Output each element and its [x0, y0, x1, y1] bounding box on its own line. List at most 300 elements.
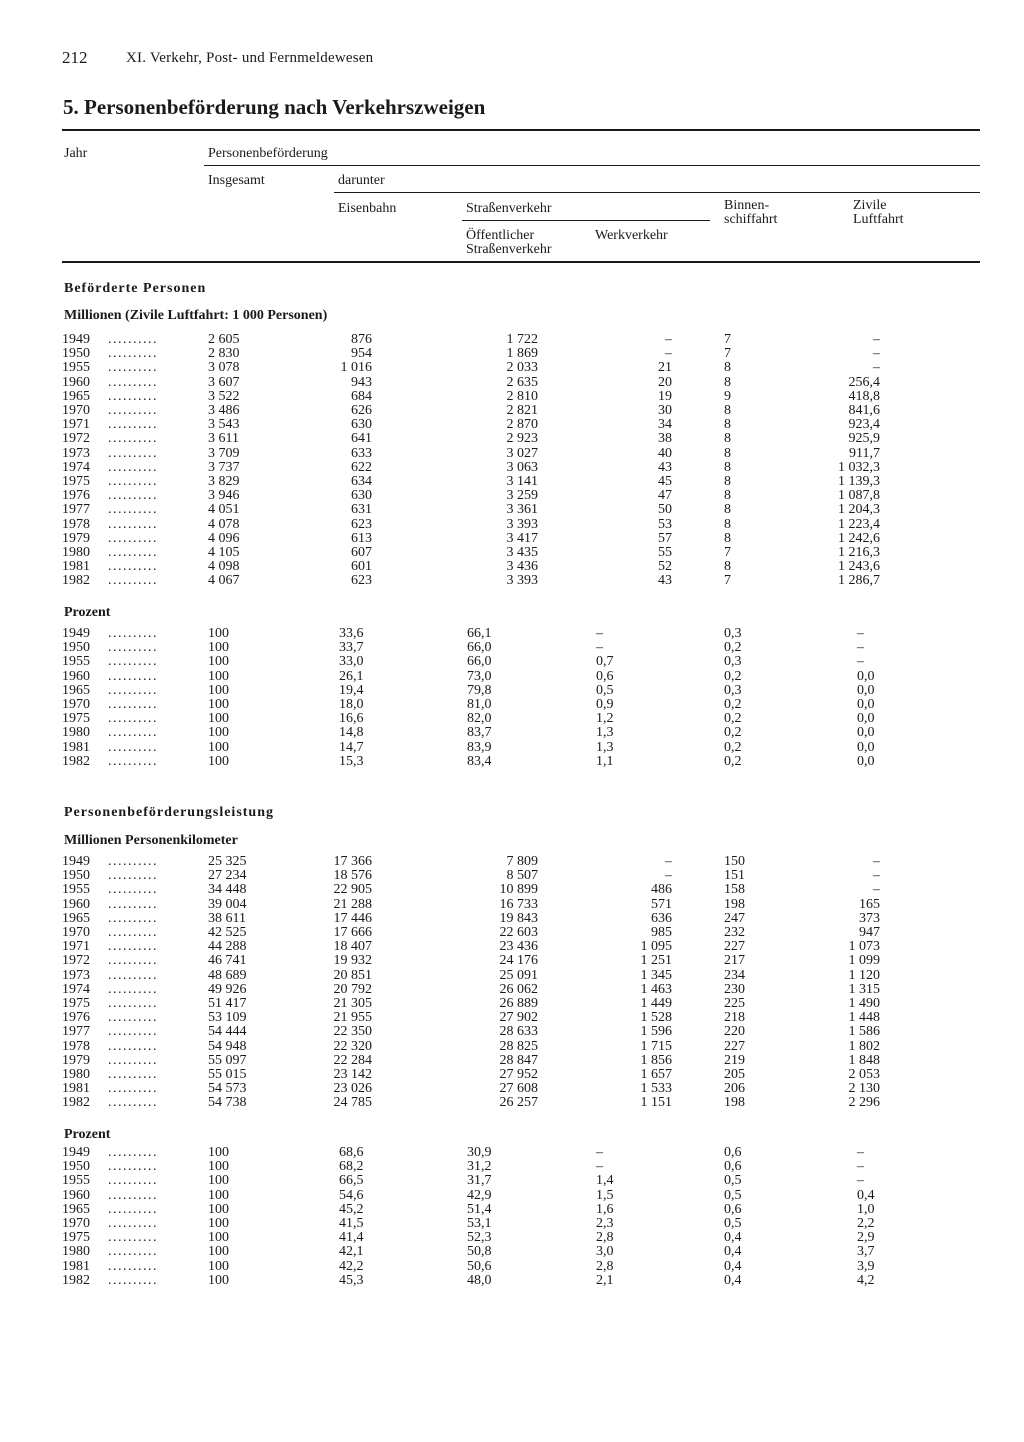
cell-insgesamt: 3 611	[208, 431, 239, 447]
cell-luftfahrt: –	[857, 640, 864, 656]
cell-insgesamt: 4 098	[208, 559, 240, 575]
header-binnenschiffahrt-2: schiffahrt	[724, 212, 778, 227]
table-row	[62, 390, 962, 404]
cell-werkverkehr: 2,8	[596, 1230, 614, 1246]
cell-luftfahrt: 1 087,8	[838, 488, 880, 504]
dot-leader: ..........	[108, 939, 158, 955]
cell-oeffentlicher: 2 923	[506, 431, 538, 447]
cell-binnenschiffahrt: 0,4	[724, 1244, 742, 1260]
cell-oeffentlicher: 83,4	[467, 753, 492, 769]
dot-leader: ..........	[108, 474, 158, 489]
cell-oeffentlicher: 73,0	[467, 668, 492, 684]
dot-leader: ..........	[108, 1145, 158, 1160]
cell-werkverkehr: 1 528	[640, 1010, 672, 1026]
cell-insgesamt: 100	[208, 1230, 229, 1246]
cell-binnenschiffahrt: 8	[724, 502, 731, 518]
cell-eisenbahn: 23 026	[333, 1081, 372, 1097]
cell-eisenbahn: 631	[351, 502, 372, 518]
dot-leader: ..........	[108, 896, 158, 912]
cell-year: 1955	[62, 1173, 90, 1189]
cell-year: 1972	[62, 431, 90, 447]
dot-leader: ..........	[108, 559, 158, 575]
dot-leader: ..........	[108, 1159, 158, 1175]
cell-eisenbahn: 633	[351, 445, 372, 461]
cell-binnenschiffahrt: 220	[724, 1024, 745, 1040]
cell-binnenschiffahrt: 0,2	[724, 668, 742, 684]
cell-year: 1982	[62, 1272, 90, 1288]
cell-binnenschiffahrt: 150	[724, 854, 745, 869]
dot-leader: ..........	[108, 1216, 158, 1231]
cell-year: 1970	[62, 925, 90, 940]
cell-werkverkehr: 57	[658, 530, 672, 546]
cell-werkverkehr: 0,7	[596, 654, 614, 670]
cell-year: 1971	[62, 939, 90, 955]
table-row	[62, 418, 962, 432]
cell-eisenbahn: 626	[351, 403, 372, 418]
dot-leader: ..........	[108, 502, 158, 518]
table-row	[62, 1217, 962, 1231]
cell-eisenbahn: 634	[351, 474, 372, 489]
cell-werkverkehr: 1,3	[596, 725, 614, 741]
cell-binnenschiffahrt: 0,4	[724, 1258, 742, 1274]
cell-year: 1950	[62, 346, 90, 362]
cell-year: 1980	[62, 725, 90, 741]
cell-insgesamt: 2 605	[208, 332, 240, 347]
cell-year: 1974	[62, 459, 90, 475]
table-row	[62, 1260, 962, 1274]
unit-befoerderte: Millionen (Zivile Luftfahrt: 1 000 Personen)	[64, 308, 328, 323]
cell-binnenschiffahrt: 227	[724, 939, 745, 955]
cell-oeffentlicher: 2 870	[506, 417, 538, 433]
cell-luftfahrt: 1 073	[848, 939, 880, 955]
cell-oeffentlicher: 23 436	[499, 939, 538, 955]
table-row	[62, 698, 962, 712]
section-befoerderte: Beförderte Personen	[64, 281, 207, 296]
table-row	[62, 670, 962, 684]
cell-insgesamt: 3 078	[208, 360, 240, 376]
cell-luftfahrt: –	[857, 1159, 864, 1175]
cell-luftfahrt: 1 490	[848, 996, 880, 1011]
table-row	[62, 489, 962, 503]
dot-leader: ..........	[108, 1024, 158, 1040]
cell-luftfahrt: –	[873, 882, 880, 898]
cell-year: 1982	[62, 1095, 90, 1111]
table-row	[62, 1274, 962, 1288]
cell-eisenbahn: 1 016	[340, 360, 372, 376]
cell-eisenbahn: 33,7	[339, 640, 364, 656]
cell-luftfahrt: 0,0	[857, 697, 875, 712]
cell-luftfahrt: 1 242,6	[838, 530, 880, 546]
cell-binnenschiffahrt: 158	[724, 882, 745, 898]
dot-leader: ..........	[108, 1173, 158, 1189]
table-row	[62, 1082, 962, 1096]
cell-oeffentlicher: 19 843	[499, 910, 538, 926]
cell-binnenschiffahrt: 8	[724, 559, 731, 575]
cell-year: 1949	[62, 626, 90, 641]
cell-year: 1970	[62, 1216, 90, 1231]
dot-leader: ..........	[108, 682, 158, 698]
table-row	[62, 546, 962, 560]
cell-eisenbahn: 42,2	[339, 1258, 364, 1274]
cell-eisenbahn: 54,6	[339, 1187, 364, 1203]
cell-insgesamt: 55 097	[208, 1052, 247, 1068]
cell-year: 1960	[62, 668, 90, 684]
cell-binnenschiffahrt: 0,6	[724, 1145, 742, 1160]
cell-binnenschiffahrt: 7	[724, 545, 731, 560]
cell-werkverkehr: 1 151	[640, 1095, 672, 1111]
cell-insgesamt: 100	[208, 654, 229, 670]
cell-werkverkehr: 1 345	[640, 967, 672, 983]
cell-werkverkehr: 1 856	[640, 1052, 672, 1068]
cell-insgesamt: 48 689	[208, 967, 247, 983]
cell-oeffentlicher: 31,7	[467, 1173, 492, 1189]
cell-werkverkehr: 40	[658, 445, 672, 461]
cell-luftfahrt: 165	[859, 896, 880, 912]
table-row	[62, 461, 962, 475]
header-personenbefoerderung: Personenbeförderung	[208, 146, 328, 161]
cell-insgesamt: 3 829	[208, 474, 240, 489]
cell-luftfahrt: 1 586	[848, 1024, 880, 1040]
cell-oeffentlicher: 27 952	[499, 1067, 538, 1082]
cell-year: 1960	[62, 1187, 90, 1203]
cell-luftfahrt: 3,9	[857, 1258, 875, 1274]
table-row	[62, 1189, 962, 1203]
header-werkverkehr: Werkverkehr	[595, 228, 668, 243]
cell-year: 1971	[62, 417, 90, 433]
dot-leader: ..........	[108, 1095, 158, 1111]
cell-luftfahrt: 2,9	[857, 1230, 875, 1246]
cell-oeffentlicher: 66,0	[467, 640, 492, 656]
table-row	[62, 347, 962, 361]
cell-eisenbahn: 68,6	[339, 1145, 364, 1160]
cell-eisenbahn: 17 366	[333, 854, 372, 869]
cell-eisenbahn: 623	[351, 573, 372, 589]
cell-insgesamt: 55 015	[208, 1067, 247, 1082]
cell-luftfahrt: 418,8	[848, 388, 880, 404]
cell-year: 1950	[62, 868, 90, 884]
cell-binnenschiffahrt: 0,2	[724, 711, 742, 727]
cell-insgesamt: 39 004	[208, 896, 247, 912]
cell-eisenbahn: 21 305	[333, 996, 372, 1011]
cell-oeffentlicher: 26 257	[499, 1095, 538, 1111]
table-row	[62, 404, 962, 418]
cell-binnenschiffahrt: 7	[724, 332, 731, 347]
dot-leader: ..........	[108, 640, 158, 656]
cell-year: 1965	[62, 388, 90, 404]
cell-binnenschiffahrt: 232	[724, 925, 745, 940]
cell-werkverkehr: –	[596, 1159, 603, 1175]
cell-oeffentlicher: 66,0	[467, 654, 492, 670]
dot-leader: ..........	[108, 431, 158, 447]
table-row	[62, 969, 962, 983]
cell-eisenbahn: 613	[351, 530, 372, 546]
cell-luftfahrt: –	[873, 346, 880, 362]
cell-werkverkehr: 19	[658, 388, 672, 404]
header-eisenbahn: Eisenbahn	[338, 201, 397, 216]
cell-binnenschiffahrt: 0,6	[724, 1201, 742, 1217]
cell-year: 1976	[62, 1010, 90, 1026]
cell-eisenbahn: 66,5	[339, 1173, 364, 1189]
table-row	[62, 997, 962, 1011]
cell-oeffentlicher: 3 393	[506, 573, 538, 589]
cell-werkverkehr: 1,6	[596, 1201, 614, 1217]
cell-binnenschiffahrt: 8	[724, 417, 731, 433]
dot-leader: ..........	[108, 626, 158, 641]
unit-leistung: Millionen Personenkilometer	[64, 833, 238, 848]
header-strassenverkehr: Straßenverkehr	[466, 201, 552, 216]
cell-werkverkehr: 1,3	[596, 739, 614, 755]
cell-year: 1970	[62, 697, 90, 712]
dot-leader: ..........	[108, 1272, 158, 1288]
dot-leader: ..........	[108, 445, 158, 461]
cell-luftfahrt: 0,0	[857, 753, 875, 769]
dot-leader: ..........	[108, 711, 158, 727]
header-divider	[334, 192, 980, 193]
cell-oeffentlicher: 28 847	[499, 1052, 538, 1068]
cell-eisenbahn: 954	[351, 346, 372, 362]
cell-werkverkehr: –	[665, 346, 672, 362]
cell-oeffentlicher: 1 869	[506, 346, 538, 362]
cell-oeffentlicher: 26 889	[499, 996, 538, 1011]
cell-binnenschiffahrt: 0,3	[724, 626, 742, 641]
cell-year: 1981	[62, 1081, 90, 1097]
cell-luftfahrt: 256,4	[848, 374, 880, 390]
cell-year: 1977	[62, 1024, 90, 1040]
cell-eisenbahn: 17 446	[333, 910, 372, 926]
header-insgesamt: Insgesamt	[208, 173, 265, 188]
cell-oeffentlicher: 22 603	[499, 925, 538, 940]
table-row	[62, 755, 962, 769]
table-row	[62, 376, 962, 390]
cell-werkverkehr: 0,6	[596, 668, 614, 684]
cell-werkverkehr: 2,8	[596, 1258, 614, 1274]
dot-leader: ..........	[108, 1230, 158, 1246]
cell-oeffentlicher: 42,9	[467, 1187, 492, 1203]
cell-werkverkehr: 20	[658, 374, 672, 390]
cell-werkverkehr: 47	[658, 488, 672, 504]
cell-luftfahrt: 2 296	[848, 1095, 880, 1111]
dot-leader: ..........	[108, 1201, 158, 1217]
table-row	[62, 1096, 962, 1110]
cell-oeffentlicher: 3 417	[506, 530, 538, 546]
cell-eisenbahn: 14,7	[339, 739, 364, 755]
cell-luftfahrt: 2,2	[857, 1216, 875, 1231]
cell-binnenschiffahrt: 206	[724, 1081, 745, 1097]
cell-binnenschiffahrt: 225	[724, 996, 745, 1011]
header-oeffentlicher-2: Straßenverkehr	[466, 242, 552, 257]
dot-leader: ..........	[108, 925, 158, 940]
cell-insgesamt: 100	[208, 668, 229, 684]
cell-insgesamt: 3 543	[208, 417, 240, 433]
dot-leader: ..........	[108, 545, 158, 560]
table-row	[62, 1174, 962, 1188]
cell-year: 1981	[62, 559, 90, 575]
cell-oeffentlicher: 27 608	[499, 1081, 538, 1097]
table-row	[62, 726, 962, 740]
dot-leader: ..........	[108, 1081, 158, 1097]
cell-year: 1949	[62, 854, 90, 869]
cell-eisenbahn: 21 955	[333, 1010, 372, 1026]
cell-werkverkehr: –	[665, 854, 672, 869]
dot-leader: ..........	[108, 725, 158, 741]
cell-oeffentlicher: 3 393	[506, 516, 538, 532]
cell-insgesamt: 46 741	[208, 953, 247, 969]
cell-binnenschiffahrt: 0,6	[724, 1159, 742, 1175]
cell-luftfahrt: 3,7	[857, 1244, 875, 1260]
cell-insgesamt: 4 078	[208, 516, 240, 532]
cell-binnenschiffahrt: 0,2	[724, 640, 742, 656]
cell-eisenbahn: 623	[351, 516, 372, 532]
cell-luftfahrt: 0,0	[857, 725, 875, 741]
cell-werkverkehr: 50	[658, 502, 672, 518]
cell-year: 1974	[62, 981, 90, 997]
cell-oeffentlicher: 3 361	[506, 502, 538, 518]
cell-year: 1982	[62, 753, 90, 769]
cell-luftfahrt: –	[857, 1173, 864, 1189]
table-row	[62, 518, 962, 532]
cell-werkverkehr: 571	[651, 896, 672, 912]
table-row	[62, 432, 962, 446]
cell-oeffentlicher: 1 722	[506, 332, 538, 347]
cell-eisenbahn: 18 576	[333, 868, 372, 884]
cell-eisenbahn: 601	[351, 559, 372, 575]
sub-prozent-2: Prozent	[64, 1127, 111, 1142]
cell-luftfahrt: 1 243,6	[838, 559, 880, 575]
cell-binnenschiffahrt: 198	[724, 1095, 745, 1111]
cell-binnenschiffahrt: 0,5	[724, 1216, 742, 1231]
cell-oeffentlicher: 28 825	[499, 1038, 538, 1054]
cell-year: 1973	[62, 445, 90, 461]
cell-werkverkehr: 0,5	[596, 682, 614, 698]
cell-insgesamt: 49 926	[208, 981, 247, 997]
cell-luftfahrt: 841,6	[848, 403, 880, 418]
cell-eisenbahn: 41,5	[339, 1216, 364, 1231]
dot-leader: ..........	[108, 360, 158, 376]
cell-oeffentlicher: 48,0	[467, 1272, 492, 1288]
cell-year: 1950	[62, 1159, 90, 1175]
cell-luftfahrt: 2 053	[848, 1067, 880, 1082]
cell-year: 1970	[62, 403, 90, 418]
cell-oeffentlicher: 10 899	[499, 882, 538, 898]
cell-luftfahrt: 1 448	[848, 1010, 880, 1026]
dot-leader: ..........	[108, 1187, 158, 1203]
cell-insgesamt: 54 738	[208, 1095, 247, 1111]
cell-werkverkehr: 1 095	[640, 939, 672, 955]
page-number: 212	[62, 48, 88, 67]
cell-year: 1980	[62, 1244, 90, 1260]
cell-insgesamt: 100	[208, 1244, 229, 1260]
cell-luftfahrt: 1 120	[848, 967, 880, 983]
cell-eisenbahn: 641	[351, 431, 372, 447]
cell-luftfahrt: 0,4	[857, 1187, 875, 1203]
header-divider	[462, 220, 710, 221]
dot-leader: ..........	[108, 854, 158, 869]
cell-oeffentlicher: 79,8	[467, 682, 492, 698]
cell-insgesamt: 100	[208, 1173, 229, 1189]
cell-year: 1975	[62, 474, 90, 489]
cell-insgesamt: 100	[208, 1201, 229, 1217]
cell-eisenbahn: 622	[351, 459, 372, 475]
dot-leader: ..........	[108, 1052, 158, 1068]
cell-year: 1955	[62, 654, 90, 670]
cell-eisenbahn: 33,0	[339, 654, 364, 670]
cell-binnenschiffahrt: 0,3	[724, 654, 742, 670]
cell-werkverkehr: 985	[651, 925, 672, 940]
cell-eisenbahn: 19 932	[333, 953, 372, 969]
cell-luftfahrt: –	[857, 626, 864, 641]
cell-insgesamt: 3 486	[208, 403, 240, 418]
cell-werkverkehr: 53	[658, 516, 672, 532]
cell-insgesamt: 25 325	[208, 854, 247, 869]
header-divider	[204, 165, 980, 166]
cell-eisenbahn: 21 288	[333, 896, 372, 912]
cell-binnenschiffahrt: 219	[724, 1052, 745, 1068]
cell-insgesamt: 100	[208, 1187, 229, 1203]
cell-werkverkehr: 52	[658, 559, 672, 575]
cell-luftfahrt: –	[873, 854, 880, 869]
cell-insgesamt: 4 051	[208, 502, 240, 518]
cell-luftfahrt: 925,9	[848, 431, 880, 447]
header-darunter: darunter	[338, 173, 385, 188]
cell-year: 1981	[62, 1258, 90, 1274]
cell-binnenschiffahrt: 7	[724, 573, 731, 589]
table-row	[62, 532, 962, 546]
cell-insgesamt: 100	[208, 1272, 229, 1288]
dot-leader: ..........	[108, 996, 158, 1011]
dot-leader: ..........	[108, 1038, 158, 1054]
running-head: XI. Verkehr, Post- und Fernmeldewesen	[126, 50, 374, 66]
dot-leader: ..........	[108, 516, 158, 532]
cell-werkverkehr: 30	[658, 403, 672, 418]
table-row	[62, 627, 962, 641]
cell-year: 1978	[62, 1038, 90, 1054]
cell-insgesamt: 53 109	[208, 1010, 247, 1026]
cell-insgesamt: 100	[208, 697, 229, 712]
cell-oeffentlicher: 83,9	[467, 739, 492, 755]
cell-insgesamt: 51 417	[208, 996, 247, 1011]
table-row	[62, 684, 962, 698]
header-binnenschiffahrt: Binnen-	[724, 198, 770, 213]
cell-werkverkehr: 34	[658, 417, 672, 433]
cell-werkverkehr: 0,9	[596, 697, 614, 712]
cell-oeffentlicher: 3 063	[506, 459, 538, 475]
cell-eisenbahn: 14,8	[339, 725, 364, 741]
dot-leader: ..........	[108, 868, 158, 884]
cell-binnenschiffahrt: 234	[724, 967, 745, 983]
dot-leader: ..........	[108, 1244, 158, 1260]
cell-year: 1981	[62, 739, 90, 755]
dot-leader: ..........	[108, 668, 158, 684]
table-row	[62, 1011, 962, 1025]
table-row	[62, 1068, 962, 1082]
cell-year: 1950	[62, 640, 90, 656]
dot-leader: ..........	[108, 1258, 158, 1274]
cell-oeffentlicher: 27 902	[499, 1010, 538, 1026]
cell-luftfahrt: –	[857, 1145, 864, 1160]
cell-eisenbahn: 15,3	[339, 753, 364, 769]
cell-year: 1960	[62, 896, 90, 912]
cell-year: 1975	[62, 711, 90, 727]
cell-eisenbahn: 22 320	[333, 1038, 372, 1054]
cell-luftfahrt: 1 139,3	[838, 474, 880, 489]
cell-luftfahrt: 4,2	[857, 1272, 875, 1288]
cell-oeffentlicher: 81,0	[467, 697, 492, 712]
dot-leader: ..........	[108, 654, 158, 670]
cell-luftfahrt: –	[873, 332, 880, 347]
cell-eisenbahn: 20 851	[333, 967, 372, 983]
cell-luftfahrt: 373	[859, 910, 880, 926]
cell-eisenbahn: 17 666	[333, 925, 372, 940]
